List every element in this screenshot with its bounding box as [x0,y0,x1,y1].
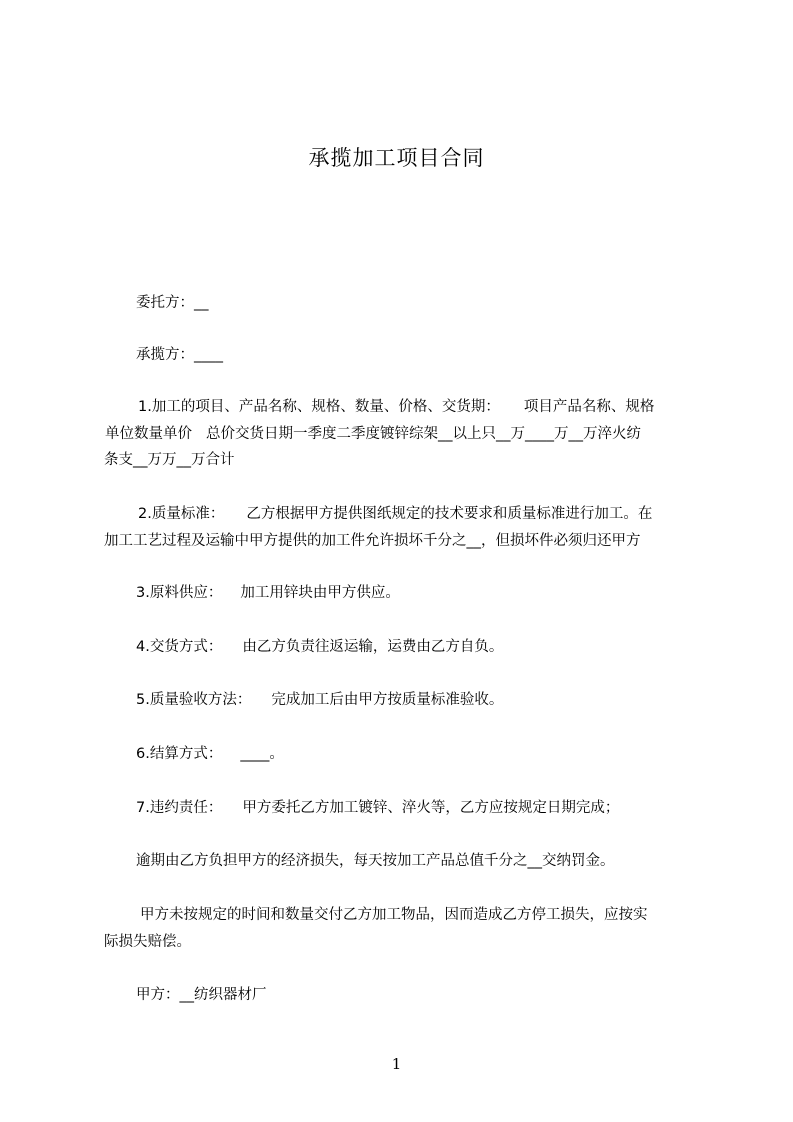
clause-5 [136,687,503,713]
clause-2 [104,501,652,554]
clause-1-line-2b: 总价交货日期一季度二季度镀锌综架__以上只__万____万__万淬火纺 [206,425,641,442]
clause-4 [136,634,503,660]
clause-4-text: 由乙方负责往返运输，运费由乙方自负。 [242,639,504,655]
clause-1-label: 1.加工的项目、产品名称、规格、数量、价格、交货期： [138,399,500,415]
clause-7-text: 甲方委托乙方加工镀锌、淬火等，乙方应按规定日期完成； [242,800,620,816]
clause-2-label: 2.质量标准： [138,506,225,522]
party-a-signature: 甲方：__纺织器材厂 [136,987,267,1003]
clause-3 [136,580,400,606]
clause-3-label: 3.原料供应： [136,585,223,601]
clause-6-label: 6.结算方式： [136,746,223,762]
clause-5-text: 完成加工后由甲方按质量标准验收。 [271,692,504,708]
clause-2-line-1-text: 乙方根据甲方提供图纸规定的技术要求和质量标准进行加工。在 [246,506,653,522]
client-line: 委托方：__ [136,295,209,311]
page-number: 1 [391,1055,402,1073]
overdue-penalty: 逾期由乙方负担甲方的经济损失，每天按加工产品总值千分之__交纳罚金。 [136,853,615,869]
clause-1-line-1-text: 项目产品名称、规格 [523,399,655,415]
clause-6-text: ____。 [240,746,284,762]
clause-3-text: 加工用锌块由甲方供应。 [240,585,400,601]
clause-7-label: 7.违约责任： [136,800,223,816]
document-title: 承揽加工项目合同 [308,146,485,170]
clause-2-line-2: 加工工艺过程及运输中甲方提供的加工件允许损坏千分之__，但损坏件必须归还甲方 [104,532,641,549]
contractor-line: 承揽方：____ [136,347,223,363]
clause-1-line-2a: 单位数量单价 [105,425,192,442]
clause-1-line-3: 条支__万万__万合计 [104,452,235,468]
clause-7 [136,795,619,821]
party-a-default-clause [104,902,648,955]
clause-4-label: 4.交货方式： [136,639,223,655]
clause-2-line-1 [104,501,652,528]
clause-1-line-2 [104,421,654,448]
party-a-default-line-1: 甲方未按规定的时间和数量交付乙方加工物品，因而造成乙方停工损失，应按实 [140,907,648,923]
party-a-default-line-2: 际损失赔偿。 [104,933,191,950]
clause-1 [104,394,654,474]
clause-5-label: 5.质量验收方法： [136,692,252,708]
clause-6 [136,741,284,767]
clause-1-line-1 [104,394,654,421]
